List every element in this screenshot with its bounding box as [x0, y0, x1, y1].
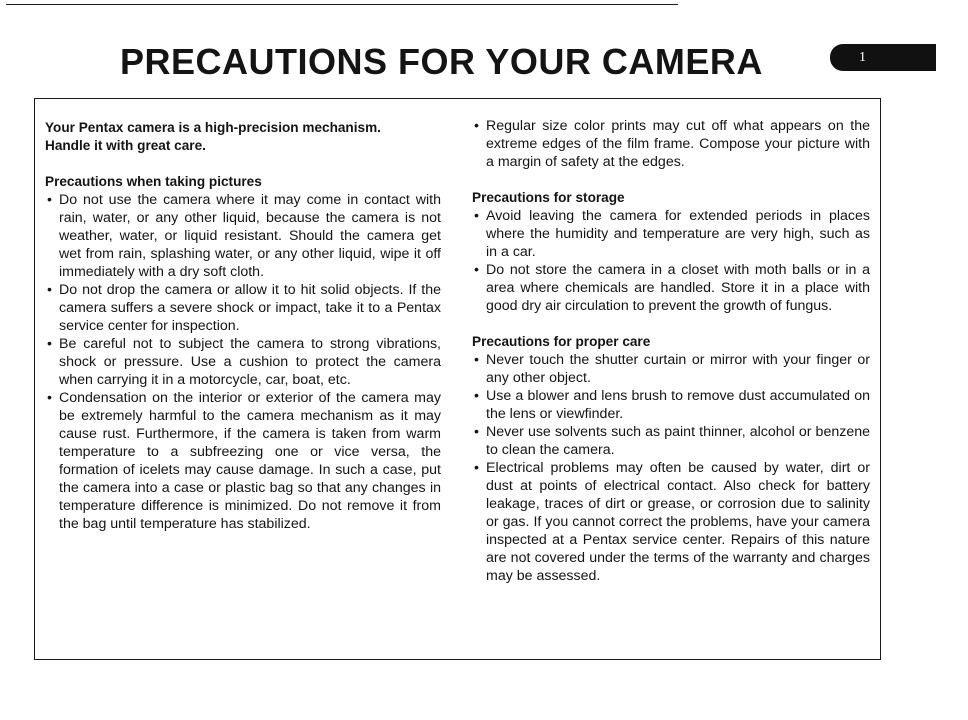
list-item: • Use a blower and lens brush to remove dust accumulated on the lens or viewfinder.: [472, 387, 870, 423]
heading-proper-care: Precautions for proper care: [472, 334, 651, 349]
page-title: PRECAUTIONS FOR YOUR CAMERA: [120, 41, 763, 82]
list-item: • Be careful not to subject the camera to strong vibrations, shock or pressure. Use a cushion to protect the camera when carrying it in a motorcycle, car, boat, etc.: [45, 335, 441, 389]
intro-text: [45, 119, 441, 155]
page-number-tab: [830, 44, 936, 71]
list-item: • Do not use the camera where it may come in contact with rain, water, or any other liquid, because the camera is not weather, water, or liquid resistant. Should the camera get wet from rain, splashing water, or any other liquid, wipe it off immediately with a dry soft cloth.: [45, 191, 441, 281]
list-item: • Regular size color prints may cut off what appears on the extreme edges of the film frame. Compose your picture with a margin of safety at the edges.: [472, 117, 870, 171]
proper-care-list: [472, 351, 870, 585]
continued-list: [472, 117, 870, 171]
list-item: • Do not store the camera in a closet with moth balls or in a area where chemicals are handled. Store it in a place with good dry air circulation to prevent the growth of fungus.: [472, 261, 870, 315]
storage-list: [472, 207, 870, 315]
content-box: [34, 98, 881, 660]
list-item: • Never touch the shutter curtain or mirror with your finger or any other object.: [472, 351, 870, 387]
list-item: • Electrical problems may often be caused by water, dirt or dust at points of electrical contact. Also check for battery leakage, traces of dirt or grease, or corrosion due to salinity or gas. If you cannot correct the problems, have your camera inspected at a Pentax service center. Repairs of this nature are not covered under the terms of the warranty and charges may be assessed.: [472, 459, 870, 585]
list-item: • Condensation on the interior or exterior of the camera may be extremely harmful to the camera mechanism as it may cause rust. Furthermore, if the camera is taken from warm temperature to a subfreezing one or vice versa, the formation of icelets may cause damage. In such a case, put the camera into a case or plastic bag so that any changes in temperature difference is minimized. Do not remove it from the bag until temperature has stabilized.: [45, 389, 441, 533]
heading-storage: Precautions for storage: [472, 190, 625, 205]
list-item: • Avoid leaving the camera for extended periods in places where the humidity and temperature are very high, such as in a car.: [472, 207, 870, 261]
heading-taking-pictures: Precautions when taking pictures: [45, 174, 262, 189]
list-item: • Do not drop the camera or allow it to hit solid objects. If the camera suffers a severe shock or impact, take it to a Pentax service center for inspection.: [45, 281, 441, 335]
intro-line-1: Your Pentax camera is a high-precision mechanism.: [45, 120, 381, 135]
taking-pictures-list: [45, 191, 441, 533]
page-number: 1: [859, 50, 866, 65]
top-rule: [6, 4, 678, 5]
intro-line-2: Handle it with great care.: [45, 138, 206, 153]
right-column: [472, 117, 870, 585]
list-item: • Never use solvents such as paint thinner, alcohol or benzene to clean the camera.: [472, 423, 870, 459]
left-column: [45, 119, 441, 533]
